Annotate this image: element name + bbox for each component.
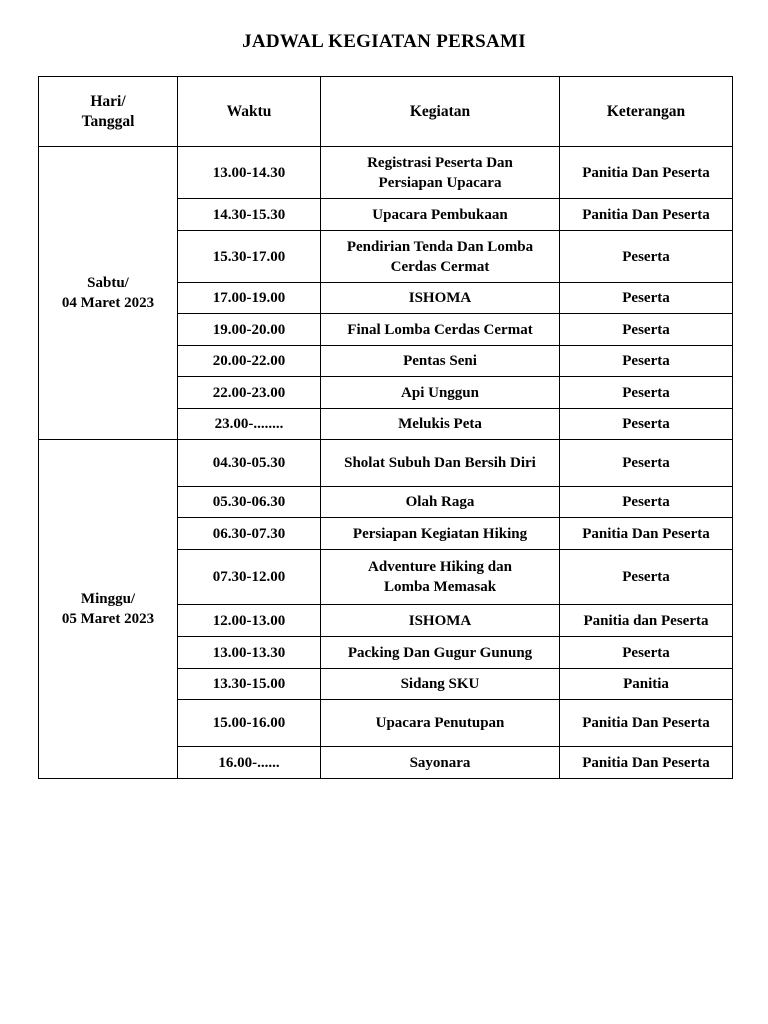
note-cell: Peserta	[560, 440, 733, 487]
note-cell: Peserta	[560, 637, 733, 669]
time-cell: 15.30-17.00	[178, 231, 321, 283]
activity-line: Olah Raga	[405, 494, 475, 510]
activity-cell	[321, 747, 560, 779]
note-cell: Panitia Dan Peserta	[560, 147, 733, 199]
activity-line: Cerdas Cermat	[390, 258, 490, 275]
time-cell: 23.00-........	[178, 409, 321, 440]
time-cell: 22.00-23.00	[178, 377, 321, 409]
activity-cell	[321, 147, 560, 199]
note-cell: Panitia	[560, 669, 733, 700]
time-cell: 15.00-16.00	[178, 700, 321, 747]
activity-cell	[321, 409, 560, 440]
time-cell: 07.30-12.00	[178, 550, 321, 605]
day-name: Minggu/	[80, 591, 136, 607]
time-cell: 04.30-05.30	[178, 440, 321, 487]
activity-line: Melukis Peta	[398, 416, 482, 432]
note-cell: Panitia Dan Peserta	[560, 700, 733, 747]
activity-cell	[321, 700, 560, 747]
schedule-body	[39, 147, 733, 779]
schedule-row	[39, 440, 733, 487]
activity-cell	[321, 346, 560, 377]
activity-line: Lomba Memasak	[383, 579, 497, 595]
activity-line: Sayonara	[409, 754, 471, 771]
day-date-cell	[39, 147, 178, 440]
activity-cell	[321, 314, 560, 346]
time-cell: 17.00-19.00	[178, 283, 321, 314]
time-cell: 20.00-22.00	[178, 346, 321, 377]
activity-cell	[321, 550, 560, 605]
activity-line: Upacara Pembukaan	[372, 206, 508, 223]
time-cell: 05.30-06.30	[178, 487, 321, 518]
time-cell: 13.00-14.30	[178, 147, 321, 199]
schedule-table	[38, 76, 733, 779]
activity-line: Sholat Subuh Dan Bersih Diri	[344, 455, 536, 471]
header-day-date	[39, 77, 178, 147]
day-name: Sabtu/	[87, 275, 129, 291]
activity-line: Upacara Penutupan	[375, 715, 505, 731]
schedule-row	[39, 147, 733, 199]
header-note: Keterangan	[560, 77, 733, 147]
note-cell: Peserta	[560, 487, 733, 518]
activity-line: Packing Dan Gugur Gunung	[347, 644, 533, 661]
time-cell: 13.00-13.30	[178, 637, 321, 669]
activity-cell	[321, 605, 560, 637]
note-cell: Peserta	[560, 314, 733, 346]
activity-line: Registrasi Peserta Dan	[367, 154, 513, 171]
note-cell: Peserta	[560, 231, 733, 283]
header-row	[39, 77, 733, 147]
header-day-line2: Tanggal	[81, 112, 135, 130]
activity-cell	[321, 637, 560, 669]
note-cell: Peserta	[560, 346, 733, 377]
activity-cell	[321, 199, 560, 231]
activity-cell	[321, 231, 560, 283]
activity-cell	[321, 669, 560, 700]
note-cell: Peserta	[560, 550, 733, 605]
activity-line: ISHOMA	[408, 290, 472, 306]
activity-cell	[321, 377, 560, 409]
activity-line: Pentas Seni	[403, 353, 477, 369]
time-cell: 19.00-20.00	[178, 314, 321, 346]
activity-cell	[321, 440, 560, 487]
note-cell: Peserta	[560, 283, 733, 314]
document-title: JADWAL KEGIATAN PERSAMI	[242, 31, 526, 52]
activity-line: Api Unggun	[401, 384, 479, 401]
time-cell: 12.00-13.00	[178, 605, 321, 637]
day-date: 04 Maret 2023	[61, 295, 155, 311]
note-cell: Panitia Dan Peserta	[560, 199, 733, 231]
note-cell: Peserta	[560, 409, 733, 440]
day-date: 05 Maret 2023	[61, 611, 155, 627]
note-cell: Panitia Dan Peserta	[560, 518, 733, 550]
time-cell: 13.30-15.00	[178, 669, 321, 700]
day-date-cell	[39, 440, 178, 779]
time-cell: 06.30-07.30	[178, 518, 321, 550]
note-cell: Peserta	[560, 377, 733, 409]
header-day-line1: Hari/	[90, 92, 126, 110]
note-cell: Panitia Dan Peserta	[560, 747, 733, 779]
activity-line: Final Lomba Cerdas Cermat	[347, 321, 533, 338]
activity-cell	[321, 283, 560, 314]
activity-line: Persiapan Upacara	[378, 174, 502, 191]
time-cell: 16.00-......	[178, 747, 321, 779]
header-time: Waktu	[178, 77, 321, 147]
time-cell: 14.30-15.30	[178, 199, 321, 231]
activity-line: Pendirian Tenda Dan Lomba	[346, 238, 534, 255]
header-activity: Kegiatan	[321, 77, 560, 147]
activity-line: ISHOMA	[408, 612, 472, 629]
activity-line: Persiapan Kegiatan Hiking	[352, 525, 528, 542]
activity-cell	[321, 518, 560, 550]
activity-line: Sidang SKU	[400, 676, 480, 692]
note-cell: Panitia dan Peserta	[560, 605, 733, 637]
activity-line: Adventure Hiking dan	[368, 559, 512, 575]
activity-cell	[321, 487, 560, 518]
